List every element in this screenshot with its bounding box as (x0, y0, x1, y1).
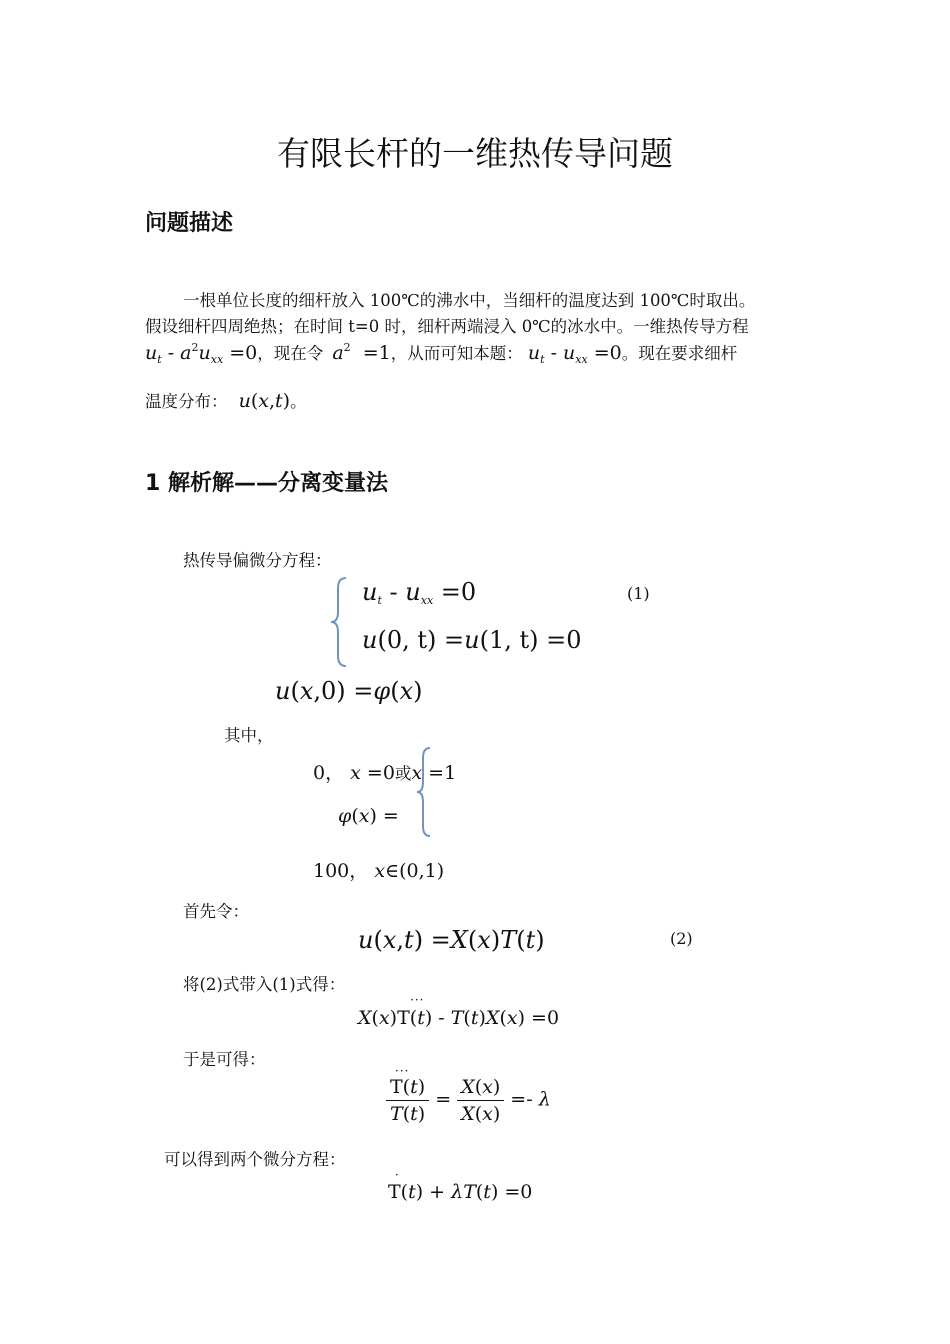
system-brace (328, 576, 350, 668)
phi-brace (414, 746, 434, 838)
first-let: 首先令： (183, 902, 249, 921)
eq2-separation: u(x,t) =X(x)T(t) (358, 926, 545, 954)
u-x-t-expression: u(x,t) (238, 390, 291, 412)
problem-line-1: 一根单位长度的细杆放入 100℃的沸水中，当细杆的温度达到 100℃时取出。 (183, 291, 756, 310)
substitute-text: 将(2)式带入(1)式得： (183, 975, 346, 994)
phi-case-hundred: 100， x∈(0,1) (313, 860, 445, 882)
text-temperature-distribution: 温度分布： (145, 392, 228, 411)
eq1-number: (1) (627, 584, 650, 603)
period-mark: 。 (290, 392, 307, 411)
eq2-number: (2) (670, 929, 693, 948)
problem-line-4 (145, 388, 307, 412)
pde-intro: 热传导偏微分方程： (183, 551, 332, 570)
section-heading-separation: 1 解析解——分离变量法 (145, 471, 388, 496)
dot-mark: · (395, 1168, 400, 1182)
double-dot-mark-2: ··· (395, 1064, 410, 1078)
problem-line-2: 假设细杆四周绝热；在时间 t=0 时，细杆两端浸入 0℃的冰水中。一维热传导方程 (145, 317, 749, 336)
where-label: 其中， (224, 726, 274, 745)
heat-equation-general: $u_t - a^2u_{xx} =0$ (145, 341, 258, 366)
thus-text: 于是可得： (183, 1050, 266, 1069)
a-squared-equals-one: $a^2 =1$ (332, 341, 391, 364)
page-title: 有限长杆的一维热传导问题 (277, 134, 673, 173)
ratio-equation: $\frac{T(t)}{T(t)}$ = $\frac{X(x)}{X(x)}$ =- λ (386, 1076, 551, 1125)
double-dot-mark: ··· (410, 993, 425, 1007)
eq1-boundary: u(0, t) =u(1, t) =0 (362, 626, 582, 654)
text-now-let: ，现在令 (257, 344, 324, 363)
two-odes-text: 可以得到两个微分方程： (164, 1150, 346, 1169)
text-now-require: 。现在要求细杆 (621, 344, 738, 363)
eq1-initial: u(x,0) =φ(x) (275, 677, 423, 705)
substituted-equation: X(x)T(t) - T(t)X(x) =0 (358, 1007, 560, 1029)
heat-equation-specific: $u_t - u_{xx} =0$ (527, 342, 622, 366)
ode-T-equation: T(t) + λT(t) =0 (388, 1181, 533, 1203)
section-heading-problem: 问题描述 (145, 211, 234, 236)
problem-line-3 (145, 340, 737, 366)
phi-of-x-label: φ(x) = (338, 805, 399, 827)
phi-case-zero: 0， x =0或x =1 (313, 762, 457, 784)
text-thus-known: ，从而可知本题： (390, 344, 523, 363)
eq1-pde: $u_t - u_{xx} =0$ (362, 578, 477, 607)
